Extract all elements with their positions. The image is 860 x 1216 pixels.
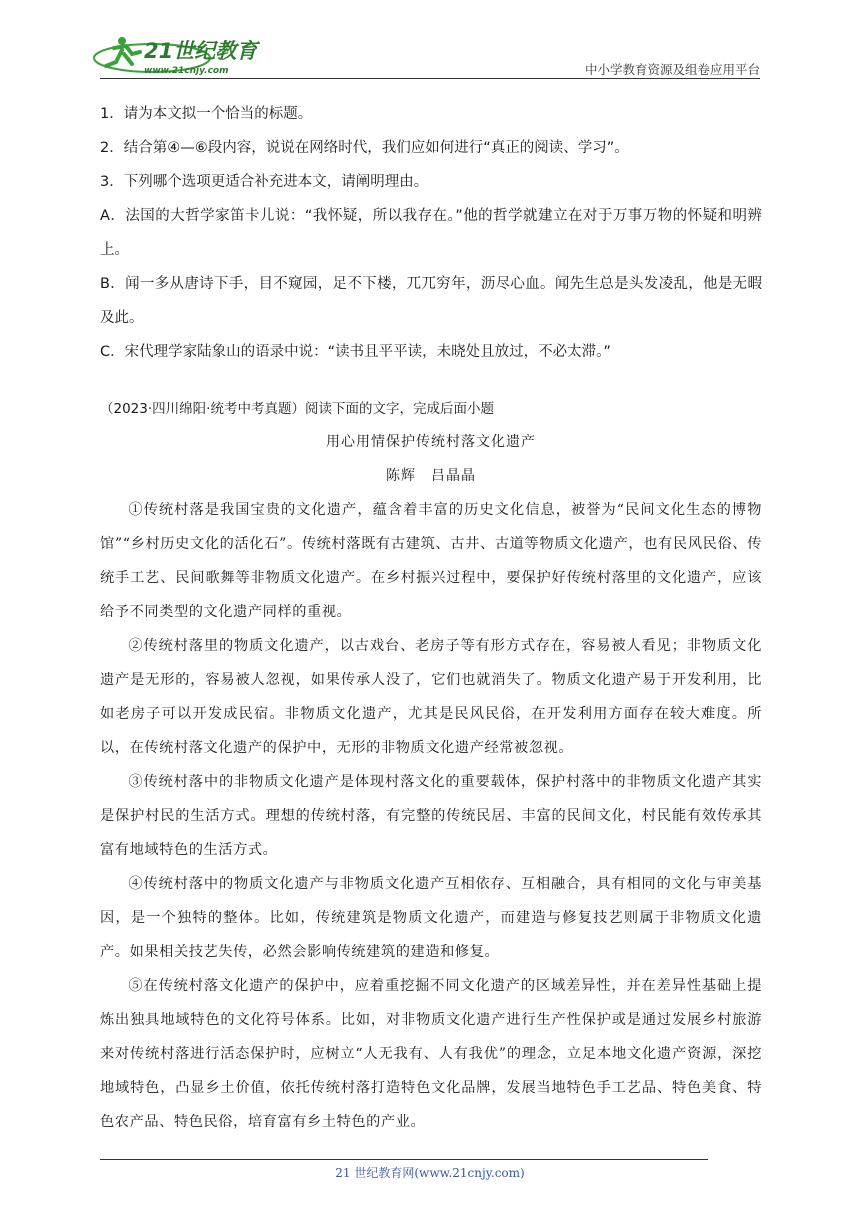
option-c: C．宋代理学家陆象山的语录中说：“读书且平平读，未晓处且放过，不必太滞。”: [100, 344, 611, 360]
header-divider: [100, 78, 760, 79]
platform-name: 中小学教育资源及组卷应用平台: [584, 62, 760, 77]
passage-title: 用心用情保护传统村落文化遗产: [326, 434, 536, 450]
logo-21cnjy: [92, 32, 262, 78]
passage-source: （2023·四川绵阳·统考中考真题）阅读下面的文字，完成后面小题: [100, 401, 494, 417]
option-b: B．闻一多从唐诗下手，目不窥园，足不下楼，兀兀穷年，沥尽心血。闻先生总是头发凌乱，他是无暇及此。: [100, 276, 762, 326]
paragraph-3: ③传统村落中的非物质文化遗产是体现村落文化的重要载体，保护村落中的非物质文化遗产其实是保护村民的生活方式。理想的传统村落，有完整的传统民居、丰富的民间文化，村民能有效传承其富有地域特色的生活方式。: [100, 774, 762, 858]
passage-authors: 陈辉 吕晶晶: [386, 468, 476, 484]
footer-link[interactable]: 21 世纪教育网(www.21cnjy.com): [335, 1166, 525, 1180]
section-gap: [100, 369, 762, 393]
svg-text:www.21cnjy.com: www.21cnjy.com: [144, 66, 229, 76]
paragraph-5: ⑤在传统村落文化遗产的保护中，应着重挖掘不同文化遗产的区域差异性，并在差异性基础上提炼出独具地域特色的文化符号体系。比如，对非物质文化遗产进行生产性保护或是通过发展乡村旅游来对传统村落进行活态保护时，应树立“人无我有、人有我优”的理念，立足本地文化遗产资源，深挖地域特色，凸显乡土价值，依托传统村落打造特色文化品牌，发展当地特色手工艺品、特色美食、特色农产品、特色民俗，培育富有乡土特色的产业。: [100, 978, 762, 1130]
svg-text:21世纪教育: 21世纪教育: [144, 39, 258, 63]
paragraph-2: ②传统村落里的物质文化遗产，以古戏台、老房子等有形方式存在，容易被人看见；非物质文化遗产是无形的，容易被人忽视，如果传承人没了，它们也就消失了。物质文化遗产易于开发利用，比如老房子可以开发成民宿。非物质文化遗产，尤其是民风民俗，在开发利用方面存在较大难度。所以，在传统村落文化遗产的保护中，无形的非物质文化遗产经常被忽视。: [100, 638, 762, 756]
page-content: [100, 97, 762, 1139]
footer-divider: [100, 1159, 708, 1160]
paragraph-4: ④传统村落中的物质文化遗产与非物质文化遗产互相依存、互相融合，具有相同的文化与审美基因，是一个独特的整体。比如，传统建筑是物质文化遗产，而建造与修复技艺则属于非物质文化遗产。如果相关技艺失传，必然会影响传统建筑的建造和修复。: [100, 876, 762, 960]
page-header: [0, 0, 860, 80]
question-3: 3．下列哪个选项更适合补充进本文，请阐明理由。: [100, 174, 429, 190]
paragraph-1: ①传统村落是我国宝贵的文化遗产，蕴含着丰富的历史文化信息，被誉为“民间文化生态的博物馆”“乡村历史文化的活化石”。传统村落既有古建筑、古井、古道等物质文化遗产，也有民风民俗、传统手工艺、民间歌舞等非物质文化遗产。在乡村振兴过程中，要保护好传统村落里的文化遗产，应该给予不同类型的文化遗产同样的重视。: [100, 502, 762, 620]
question-2: 2．结合第④—⑥段内容，说说在网络时代，我们应如何进行“真正的阅读、学习”。: [100, 140, 629, 156]
option-a: A．法国的大哲学家笛卡儿说：“我怀疑，所以我存在。”他的哲学就建立在对于万事万物的怀疑和明辨上。: [100, 208, 762, 258]
question-1: 1．请为本文拟一个恰当的标题。: [100, 106, 313, 122]
